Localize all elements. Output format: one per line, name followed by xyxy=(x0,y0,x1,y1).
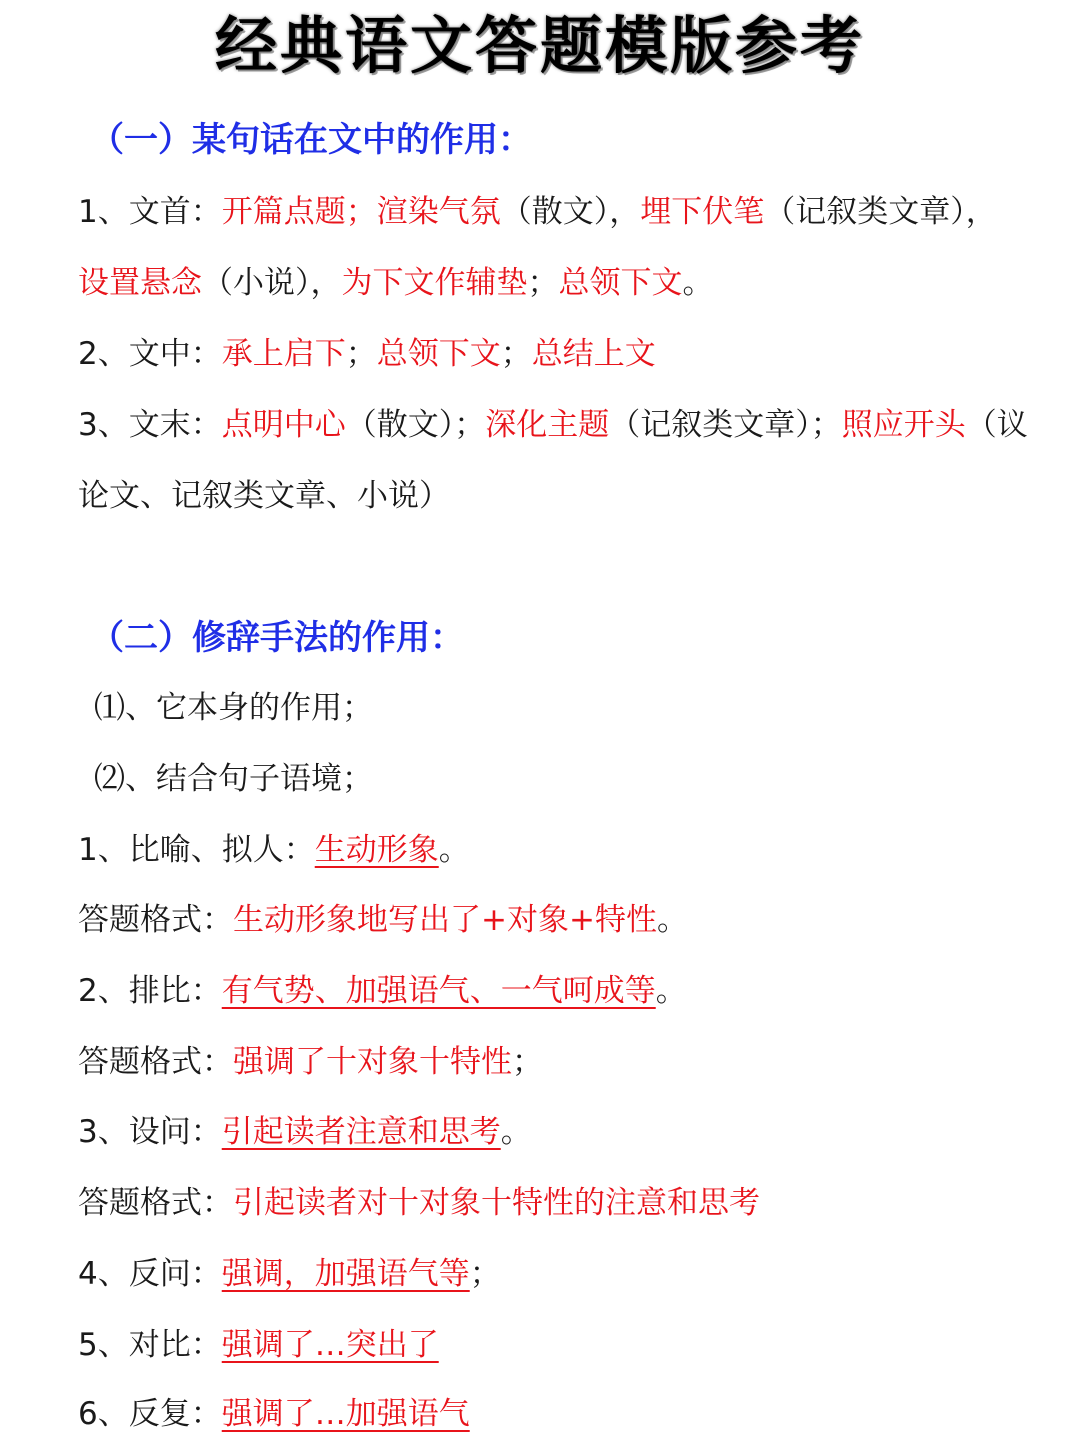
item-label: 答题格式： xyxy=(78,1044,233,1080)
list-item xyxy=(78,898,1038,942)
plain-text: （小说）， xyxy=(202,265,342,301)
emphasis-text: 引起读者对十对象十特性的注意和思考 xyxy=(233,1185,760,1221)
item-label: 5、对比： xyxy=(78,1327,222,1363)
list-item xyxy=(78,969,1038,1013)
list-item xyxy=(78,828,1038,872)
plain-text: ； xyxy=(500,336,532,372)
emphasis-text: 承上启下 xyxy=(221,336,346,372)
emphasis-text: 照应开头 xyxy=(841,407,966,443)
text-line xyxy=(78,474,1038,518)
plain-text: （散文）； xyxy=(345,407,486,443)
list-item xyxy=(78,1110,1038,1154)
text-line xyxy=(78,190,1038,234)
plain-text: （记叙类文章）， xyxy=(764,194,997,230)
emphasis-text: 为下文作辅垫 xyxy=(341,265,528,301)
emphasis-text: 开篇点题；渲染气氛 xyxy=(221,194,501,230)
list-item xyxy=(78,1392,1038,1436)
plain-text: ； xyxy=(469,1256,501,1292)
plain-text: 论文、记叙类文章、小说） xyxy=(78,478,450,514)
list-item xyxy=(78,1323,1038,1367)
page-title: 经典语文答题模版参考 xyxy=(214,9,865,82)
plain-text: （散文）， xyxy=(500,194,641,230)
emphasis-text: 总领下文 xyxy=(558,265,683,301)
text-line xyxy=(94,686,1054,730)
item-label: 答题格式： xyxy=(78,1185,233,1221)
emphasis-text: 深化主题 xyxy=(485,407,610,443)
text-line xyxy=(78,403,1038,447)
item-label: 2、排比： xyxy=(78,973,222,1009)
text-line xyxy=(78,261,1038,305)
item-label: 1、比喻、拟人： xyxy=(78,832,315,868)
item-label: 答题格式： xyxy=(78,902,233,938)
text-line xyxy=(94,757,1054,801)
plain-text: ； xyxy=(527,265,559,301)
emphasis-text: 总领下文 xyxy=(376,336,501,372)
item-label: 4、反问： xyxy=(78,1256,222,1292)
item-label: 3、设问： xyxy=(78,1114,222,1150)
item-label: 3、文末： xyxy=(78,407,222,443)
underlined-emphasis: 引起读者注意和思考 xyxy=(221,1114,501,1150)
emphasis-text: 总结上文 xyxy=(531,336,656,372)
list-item xyxy=(78,1252,1038,1296)
emphasis-text: 强调了十对象十特性 xyxy=(233,1044,512,1080)
underlined-emphasis: 强调，加强语气等 xyxy=(221,1256,470,1292)
list-item xyxy=(78,1181,1038,1225)
plain-text: 。 xyxy=(500,1114,532,1150)
plain-text: 。 xyxy=(682,265,714,301)
plain-text: ； xyxy=(345,336,377,372)
section-heading-1: （一）某句话在文中的作用： xyxy=(90,120,532,160)
section-heading-2: （二）修辞手法的作用： xyxy=(90,618,464,658)
plain-text: ； xyxy=(512,1044,543,1080)
emphasis-text: 埋下伏笔 xyxy=(640,194,765,230)
underlined-emphasis: 强调了…加强语气 xyxy=(221,1396,470,1432)
emphasis-text: 点明中心 xyxy=(221,407,346,443)
item-label: 6、反复： xyxy=(78,1396,222,1432)
underlined-emphasis: 生动形象 xyxy=(314,832,439,868)
plain-text: ⑴、它本身的作用； xyxy=(94,690,373,726)
item-label: 1、文首： xyxy=(78,194,222,230)
plain-text: 。 xyxy=(655,973,687,1009)
plain-text: 。 xyxy=(438,832,470,868)
plain-text: （议 xyxy=(965,407,1028,443)
underlined-emphasis: 有气势、加强语气、一气呵成等 xyxy=(221,973,656,1009)
plain-text: （记叙类文章）； xyxy=(609,407,842,443)
underlined-emphasis: 强调了…突出了 xyxy=(221,1327,439,1363)
emphasis-text: 设置悬念 xyxy=(78,265,202,301)
plain-text: ⑵、结合句子语境； xyxy=(94,761,373,797)
emphasis-text: 生动形象地写出了+对象+特性 xyxy=(233,902,657,938)
plain-text: 。 xyxy=(656,902,688,938)
text-line xyxy=(78,332,1038,376)
list-item xyxy=(78,1040,1038,1084)
item-label: 2、文中： xyxy=(78,336,222,372)
